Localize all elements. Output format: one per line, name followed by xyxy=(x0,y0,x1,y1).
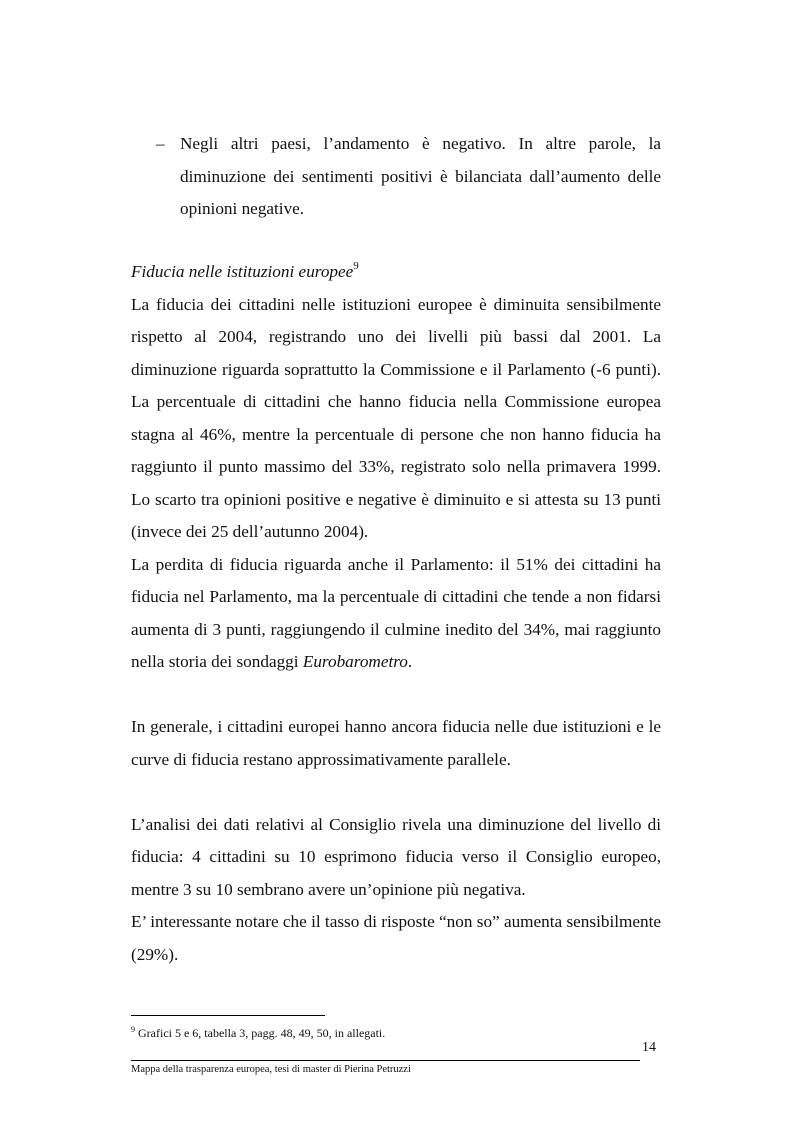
footer-separator xyxy=(131,1060,640,1061)
footnote xyxy=(131,1025,661,1041)
section-heading xyxy=(131,256,661,289)
footnote-text: Grafici 5 e 6, tabella 3, pagg. 48, 49, 50, in allegati. xyxy=(135,1026,386,1040)
paragraph-non-so: E’ interessante notare che il tasso di risposte “non so” aumenta sensibilmente (29%). xyxy=(131,912,661,964)
footnote-number: 9 xyxy=(131,1025,135,1034)
bullet-text: Negli altri paesi, l’andamento è negativo. In altre parole, la diminuzione dei sentimenti positivi è bilanciata dall’aumento delle opinioni negative. xyxy=(180,134,661,218)
paragraph-council: L’analisi dei dati relativi al Consiglio rivela una diminuzione del livello di fiducia: 4 cittadini su 10 esprimono fiducia verso il Consiglio europeo, mentre 3 su 10 sembrano avere un’opinione più negativa. xyxy=(131,814,661,899)
paragraph-parliament-end: . xyxy=(407,652,413,671)
bullet-dash: – xyxy=(156,134,165,153)
paragraph-commission: La fiducia dei cittadini nelle istituzioni europee è diminuita sensibilmente rispetto al 2004, registrando uno dei livelli più bassi dal 2001. La diminuzione riguarda soprattutto la Commissione e il Parlamento (-6 punti). La percentuale di cittadini che hanno fiducia nella Commissione europea stagna al 46%, mentre la percentuale di persone che non hanno fiducia ha raggiunto il punto massimo del 33%, registrato solo nella primavera 1999. Lo scarto tra opinioni positive e negative è diminuito e si attesta su 13 punti (invece dei 25 dell’autunno 2004). xyxy=(131,294,661,541)
section-body xyxy=(131,256,661,971)
paragraph-gap xyxy=(131,679,661,712)
eurobarometro-term: Eurobarometro xyxy=(302,652,408,671)
paragraph-parliament-text: La perdita di fiducia riguarda anche il Parlamento: il 51% dei cittadini ha fiducia nel Parlamento, ma la percentuale di cittadini che tende a non fidarsi aumenta di 3 punti, raggiungendo il culmine inedito del 34%, mai raggiunto nella storia dei sondaggi xyxy=(131,554,661,671)
footer-text: Mappa della trasparenza europea, tesi di master di Pierina Petruzzi xyxy=(131,1064,411,1075)
bullet-item xyxy=(156,128,661,226)
footnote-ref: 9 xyxy=(353,260,359,272)
paragraph-gap xyxy=(131,776,661,809)
page-number: 14 xyxy=(642,1040,656,1055)
paragraph-general: In generale, i cittadini europei hanno ancora fiducia nelle due istituzioni e le curve di fiducia restano approssimativamente parallele. xyxy=(131,717,661,769)
section-heading-text: Fiducia nelle istituzioni europee xyxy=(131,262,354,281)
footnote-separator xyxy=(131,1015,325,1016)
paragraph-parliament xyxy=(131,549,661,679)
